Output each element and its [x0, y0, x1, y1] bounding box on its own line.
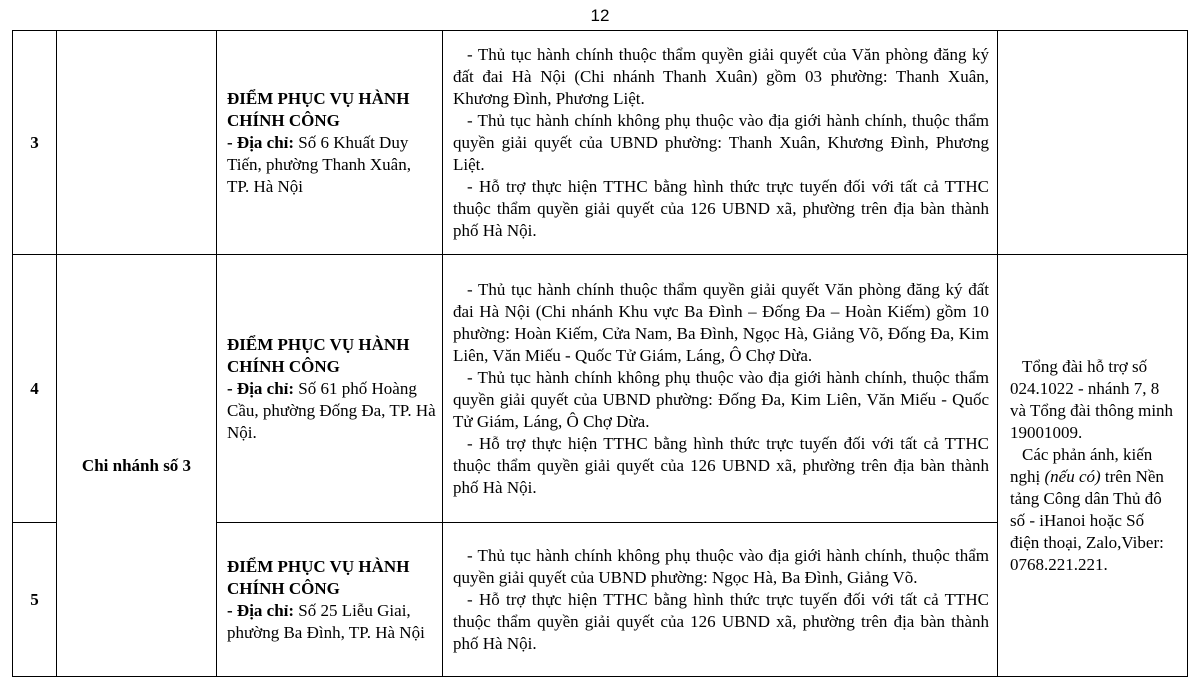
- feedback-text: [1010, 444, 1177, 576]
- table-row: [13, 31, 1188, 255]
- service-point-name: ĐIỂM PHỤC VỤ HÀNH CHÍNH CÔNG: [227, 556, 410, 598]
- address-text: Số 25 Liễu Giai, phường Ba Đình, TP. Hà Nội: [227, 600, 425, 642]
- branch-name: Chi nhánh số 3: [57, 255, 217, 677]
- contact-cell-empty: [998, 31, 1188, 255]
- procedure-item: - Hỗ trợ thực hiện TTHC bằng hình thức trực tuyến đối với tất cả TTHC thuộc thẩm quyền giải quyết của 126 UBND xã, phường trên địa bàn thành phố Hà Nội.: [453, 176, 989, 240]
- contact-cell: [998, 255, 1188, 677]
- feedback-suffix: trên Nền tảng Công dân Thủ đô số - iHanoi hoặc Số điện thoại, Zalo,Viber: 0768.221.221.: [1010, 466, 1164, 574]
- procedure-item: - Thủ tục hành chính không phụ thuộc vào địa giới hành chính, thuộc thẩm quyền giải quyết của UBND phường: Ngọc Hà, Ba Đình, Giảng Võ.: [453, 545, 989, 587]
- address-label: - Địa chỉ:: [227, 378, 295, 398]
- service-point-cell: [217, 31, 443, 255]
- service-point-name: ĐIỂM PHỤC VỤ HÀNH CHÍNH CÔNG: [227, 88, 410, 130]
- service-point-name: ĐIỂM PHỤC VỤ HÀNH CHÍNH CÔNG: [227, 334, 410, 376]
- procedure-item: - Hỗ trợ thực hiện TTHC bằng hình thức trực tuyến đối với tất cả TTHC thuộc thẩm quyền giải quyết của 126 UBND xã, phường trên địa bàn thành phố Hà Nội.: [453, 589, 989, 653]
- procedure-item: - Hỗ trợ thực hiện TTHC bằng hình thức trực tuyến đối với tất cả TTHC thuộc thẩm quyền giải quyết của 126 UBND xã, phường trên địa bàn thành phố Hà Nội.: [453, 433, 989, 497]
- service-points-table: [12, 30, 1188, 677]
- procedure-item: - Thủ tục hành chính thuộc thẩm quyền giải quyết Văn phòng đăng ký đất đai Hà Nội (Chi nhánh Khu vực Ba Đình – Đống Đa – Hoàn Kiếm) gồm 10 phường: Hoàn Kiếm, Cửa Nam, Ba Đình, Ngọc Hà, Giảng Võ, Đống Đa, Kim Liên, Văn Miếu - Quốc Tử Giám, Láng, Ô Chợ Dừa.: [453, 279, 989, 365]
- service-point-cell: [217, 523, 443, 677]
- address-label: - Địa chỉ:: [227, 132, 295, 152]
- address-label: - Địa chỉ:: [227, 600, 295, 620]
- address-text: Số 6 Khuất Duy Tiến, phường Thanh Xuân, TP. Hà Nội: [227, 132, 411, 196]
- page-number: 12: [590, 6, 610, 25]
- row-number: 4: [13, 255, 57, 523]
- address-text: Số 61 phố Hoàng Cầu, phường Đống Đa, TP. Hà Nội.: [227, 378, 436, 442]
- procedures-cell: [443, 255, 998, 523]
- row-number: 3: [13, 31, 57, 255]
- procedure-item: - Thủ tục hành chính không phụ thuộc vào địa giới hành chính, thuộc thẩm quyền giải quyết của UBND phường: Thanh Xuân, Khương Đình, Phương Liệt.: [453, 110, 989, 174]
- service-point-cell: [217, 255, 443, 523]
- feedback-prefix: Các phản ánh, kiến nghị: [1010, 444, 1153, 486]
- procedures-cell: [443, 31, 998, 255]
- hotline-text: Tổng đài hỗ trợ số 024.1022 - nhánh 7, 8 và Tổng đài thông minh 19001009.: [1010, 356, 1174, 442]
- procedure-item: - Thủ tục hành chính thuộc thẩm quyền giải quyết của Văn phòng đăng ký đất đai Hà Nội (Chi nhánh Thanh Xuân) gồm 03 phường: Thanh Xuân, Khương Đình, Phương Liệt.: [453, 44, 989, 108]
- row-number: 5: [13, 523, 57, 677]
- procedure-item: - Thủ tục hành chính không phụ thuộc vào địa giới hành chính, thuộc thẩm quyền giải quyết của UBND phường: Đống Đa, Kim Liên, Văn Miếu - Quốc Tử Giám, Láng, Ô Chợ Dừa.: [453, 367, 989, 431]
- branch-cell-empty: [57, 31, 217, 255]
- table-row: [13, 255, 1188, 523]
- procedures-cell: [443, 523, 998, 677]
- feedback-note: (nếu có): [1044, 466, 1101, 486]
